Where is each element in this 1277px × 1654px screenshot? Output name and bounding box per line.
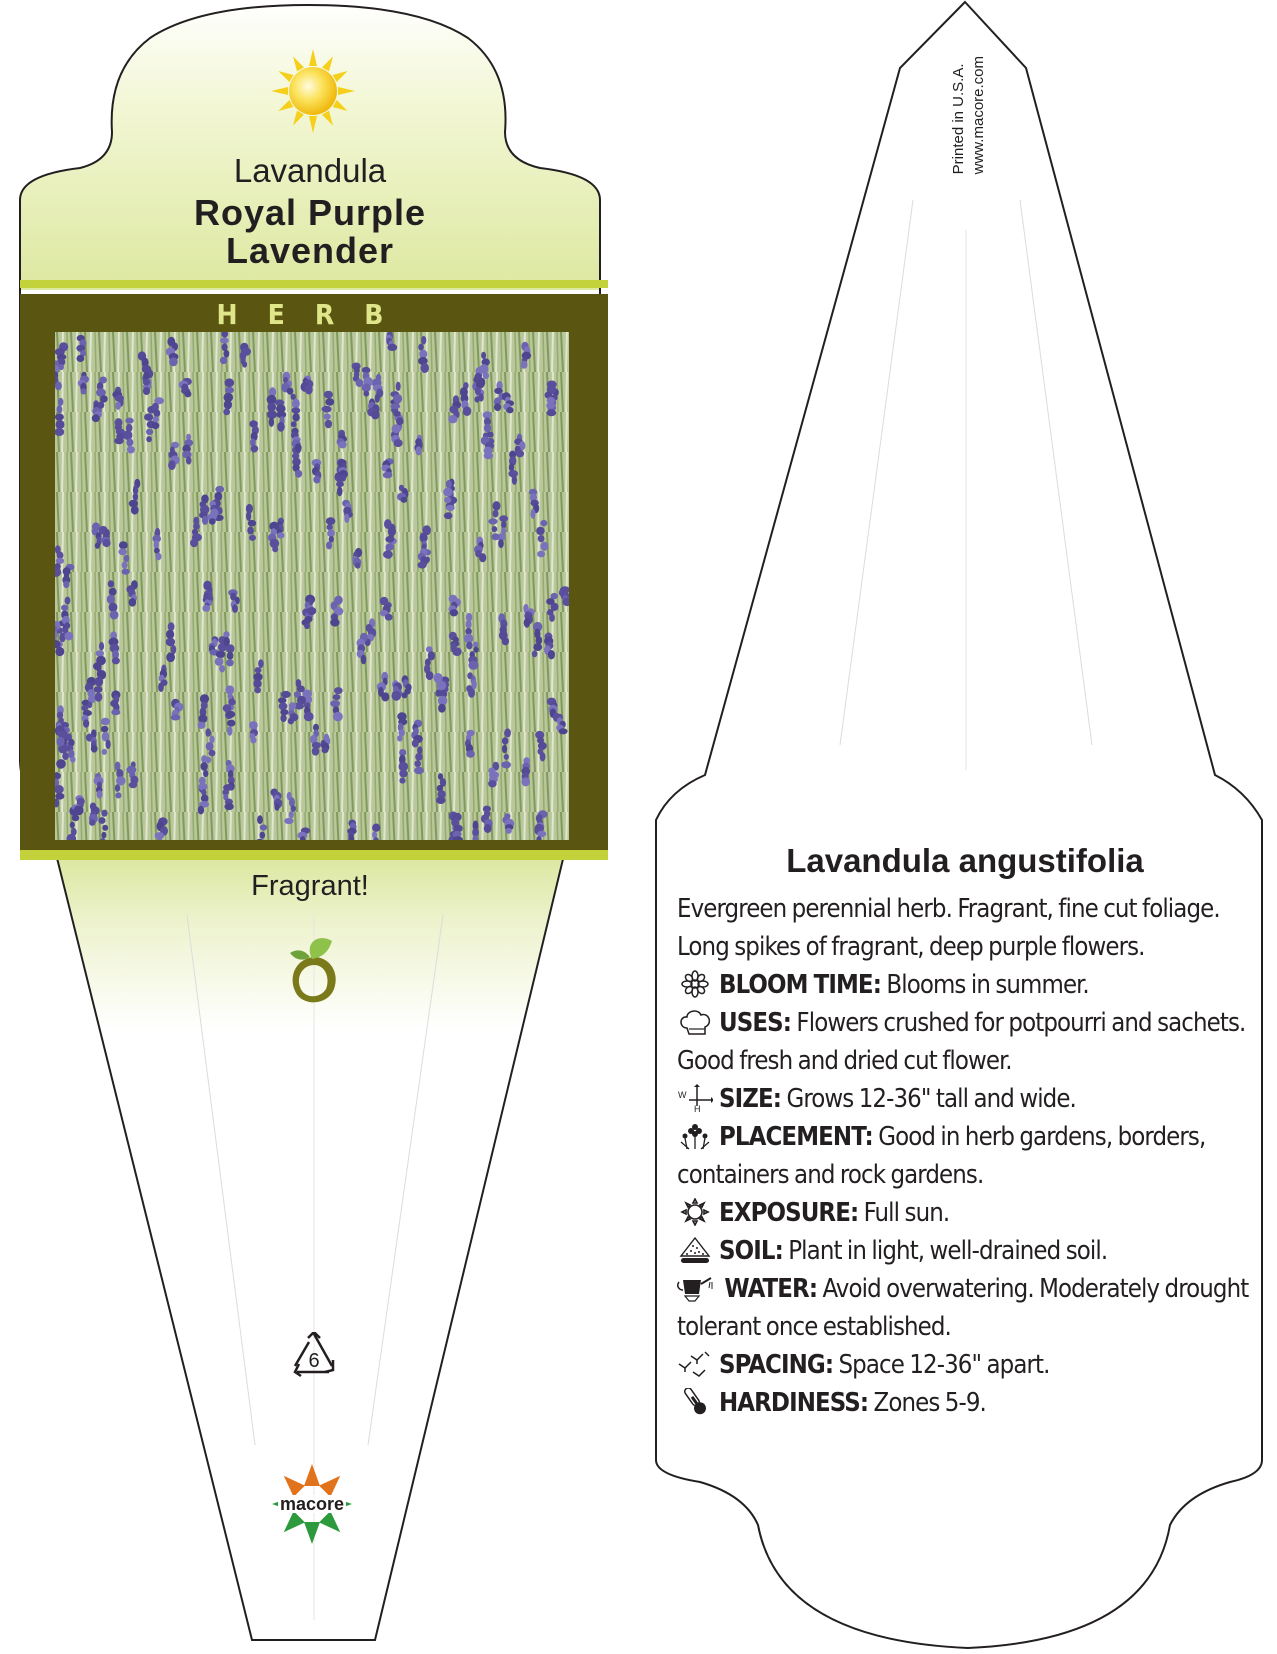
uses-label: USES: [719, 1008, 792, 1038]
plant-genus: Lavandula [233, 152, 387, 189]
plant-common-name-line1: Royal Purple [193, 192, 427, 233]
size-row [677, 1080, 1257, 1118]
placement-row [677, 1118, 1257, 1156]
macore-logo [270, 1462, 354, 1546]
soil-row [677, 1232, 1257, 1270]
size-icon-w: W [678, 1090, 686, 1100]
printed-in: Printed in U.S.A. [950, 63, 967, 175]
spacing-text: Space 12-36" apart. [838, 1350, 1050, 1380]
description-line2: Long spikes of fragrant, deep purple flowers. [677, 932, 1145, 962]
sun-outline-icon [677, 1198, 713, 1226]
hardiness-row [677, 1384, 1257, 1422]
macore-wordmark: macore [279, 1494, 345, 1514]
placement-text-cont: containers and rock gardens. [677, 1160, 984, 1190]
water-label: WATER: [724, 1274, 818, 1304]
plant-common-name-line2: Lavender [225, 230, 395, 271]
watering-can-icon [677, 1274, 713, 1302]
spacing-icon [677, 1350, 713, 1378]
placement-label: PLACEMENT: [719, 1122, 873, 1152]
uses-row [677, 1004, 1257, 1042]
plant-category: HERB [216, 298, 414, 331]
water-text: Avoid overwatering. Moderately drought [822, 1274, 1249, 1304]
herb-leaf-icon [284, 935, 344, 1007]
hardiness-text: Zones 5-9. [873, 1388, 986, 1418]
exposure-text: Full sun. [863, 1198, 950, 1228]
water-text-cont: tolerant once established. [677, 1312, 951, 1342]
bloom-label: BLOOM TIME: [719, 970, 881, 1000]
exposure-label: EXPOSURE: [719, 1198, 859, 1228]
hardiness-label: HARDINESS: [719, 1388, 869, 1418]
chef-hat-icon [677, 1008, 713, 1036]
printed-info [949, 56, 989, 174]
size-text: Grows 12-36" tall and wide. [786, 1084, 1076, 1114]
sun-icon [268, 48, 358, 134]
spacing-row [677, 1346, 1257, 1384]
flower-icon [677, 970, 713, 998]
recycle-number: 6 [308, 1350, 320, 1372]
plant-tagline: Fragrant! [251, 870, 369, 902]
uses-text: Flowers crushed for potpourri and sachets. [796, 1008, 1246, 1038]
size-icon-h: H [694, 1104, 700, 1112]
thermometer-icon [677, 1388, 713, 1416]
lavender-photo [55, 332, 569, 840]
description-line1: Evergreen perennial herb. Fragrant, fine cut foliage. [677, 894, 1220, 924]
water-row [677, 1270, 1257, 1308]
botanical-name: Lavandula angustifolia [786, 842, 1144, 879]
size-label: SIZE: [719, 1084, 782, 1114]
placement-icon [677, 1122, 713, 1150]
website: www.macore.com [970, 56, 987, 175]
soil-label: SOIL: [719, 1236, 783, 1266]
recycle-icon [287, 1332, 341, 1380]
uses-text-cont: Good fresh and dried cut flower. [677, 1046, 1012, 1076]
spacing-label: SPACING: [719, 1350, 834, 1380]
bloom-time-row [677, 966, 1257, 1004]
care-paragraph [677, 890, 1257, 1422]
size-icon [677, 1084, 713, 1112]
soil-text: Plant in light, well-drained soil. [788, 1236, 1108, 1266]
care-info [677, 842, 1257, 1422]
bloom-text: Blooms in summer. [886, 970, 1089, 1000]
exposure-row [677, 1194, 1257, 1232]
soil-icon [677, 1236, 713, 1264]
placement-text: Good in herb gardens, borders, [878, 1122, 1206, 1152]
